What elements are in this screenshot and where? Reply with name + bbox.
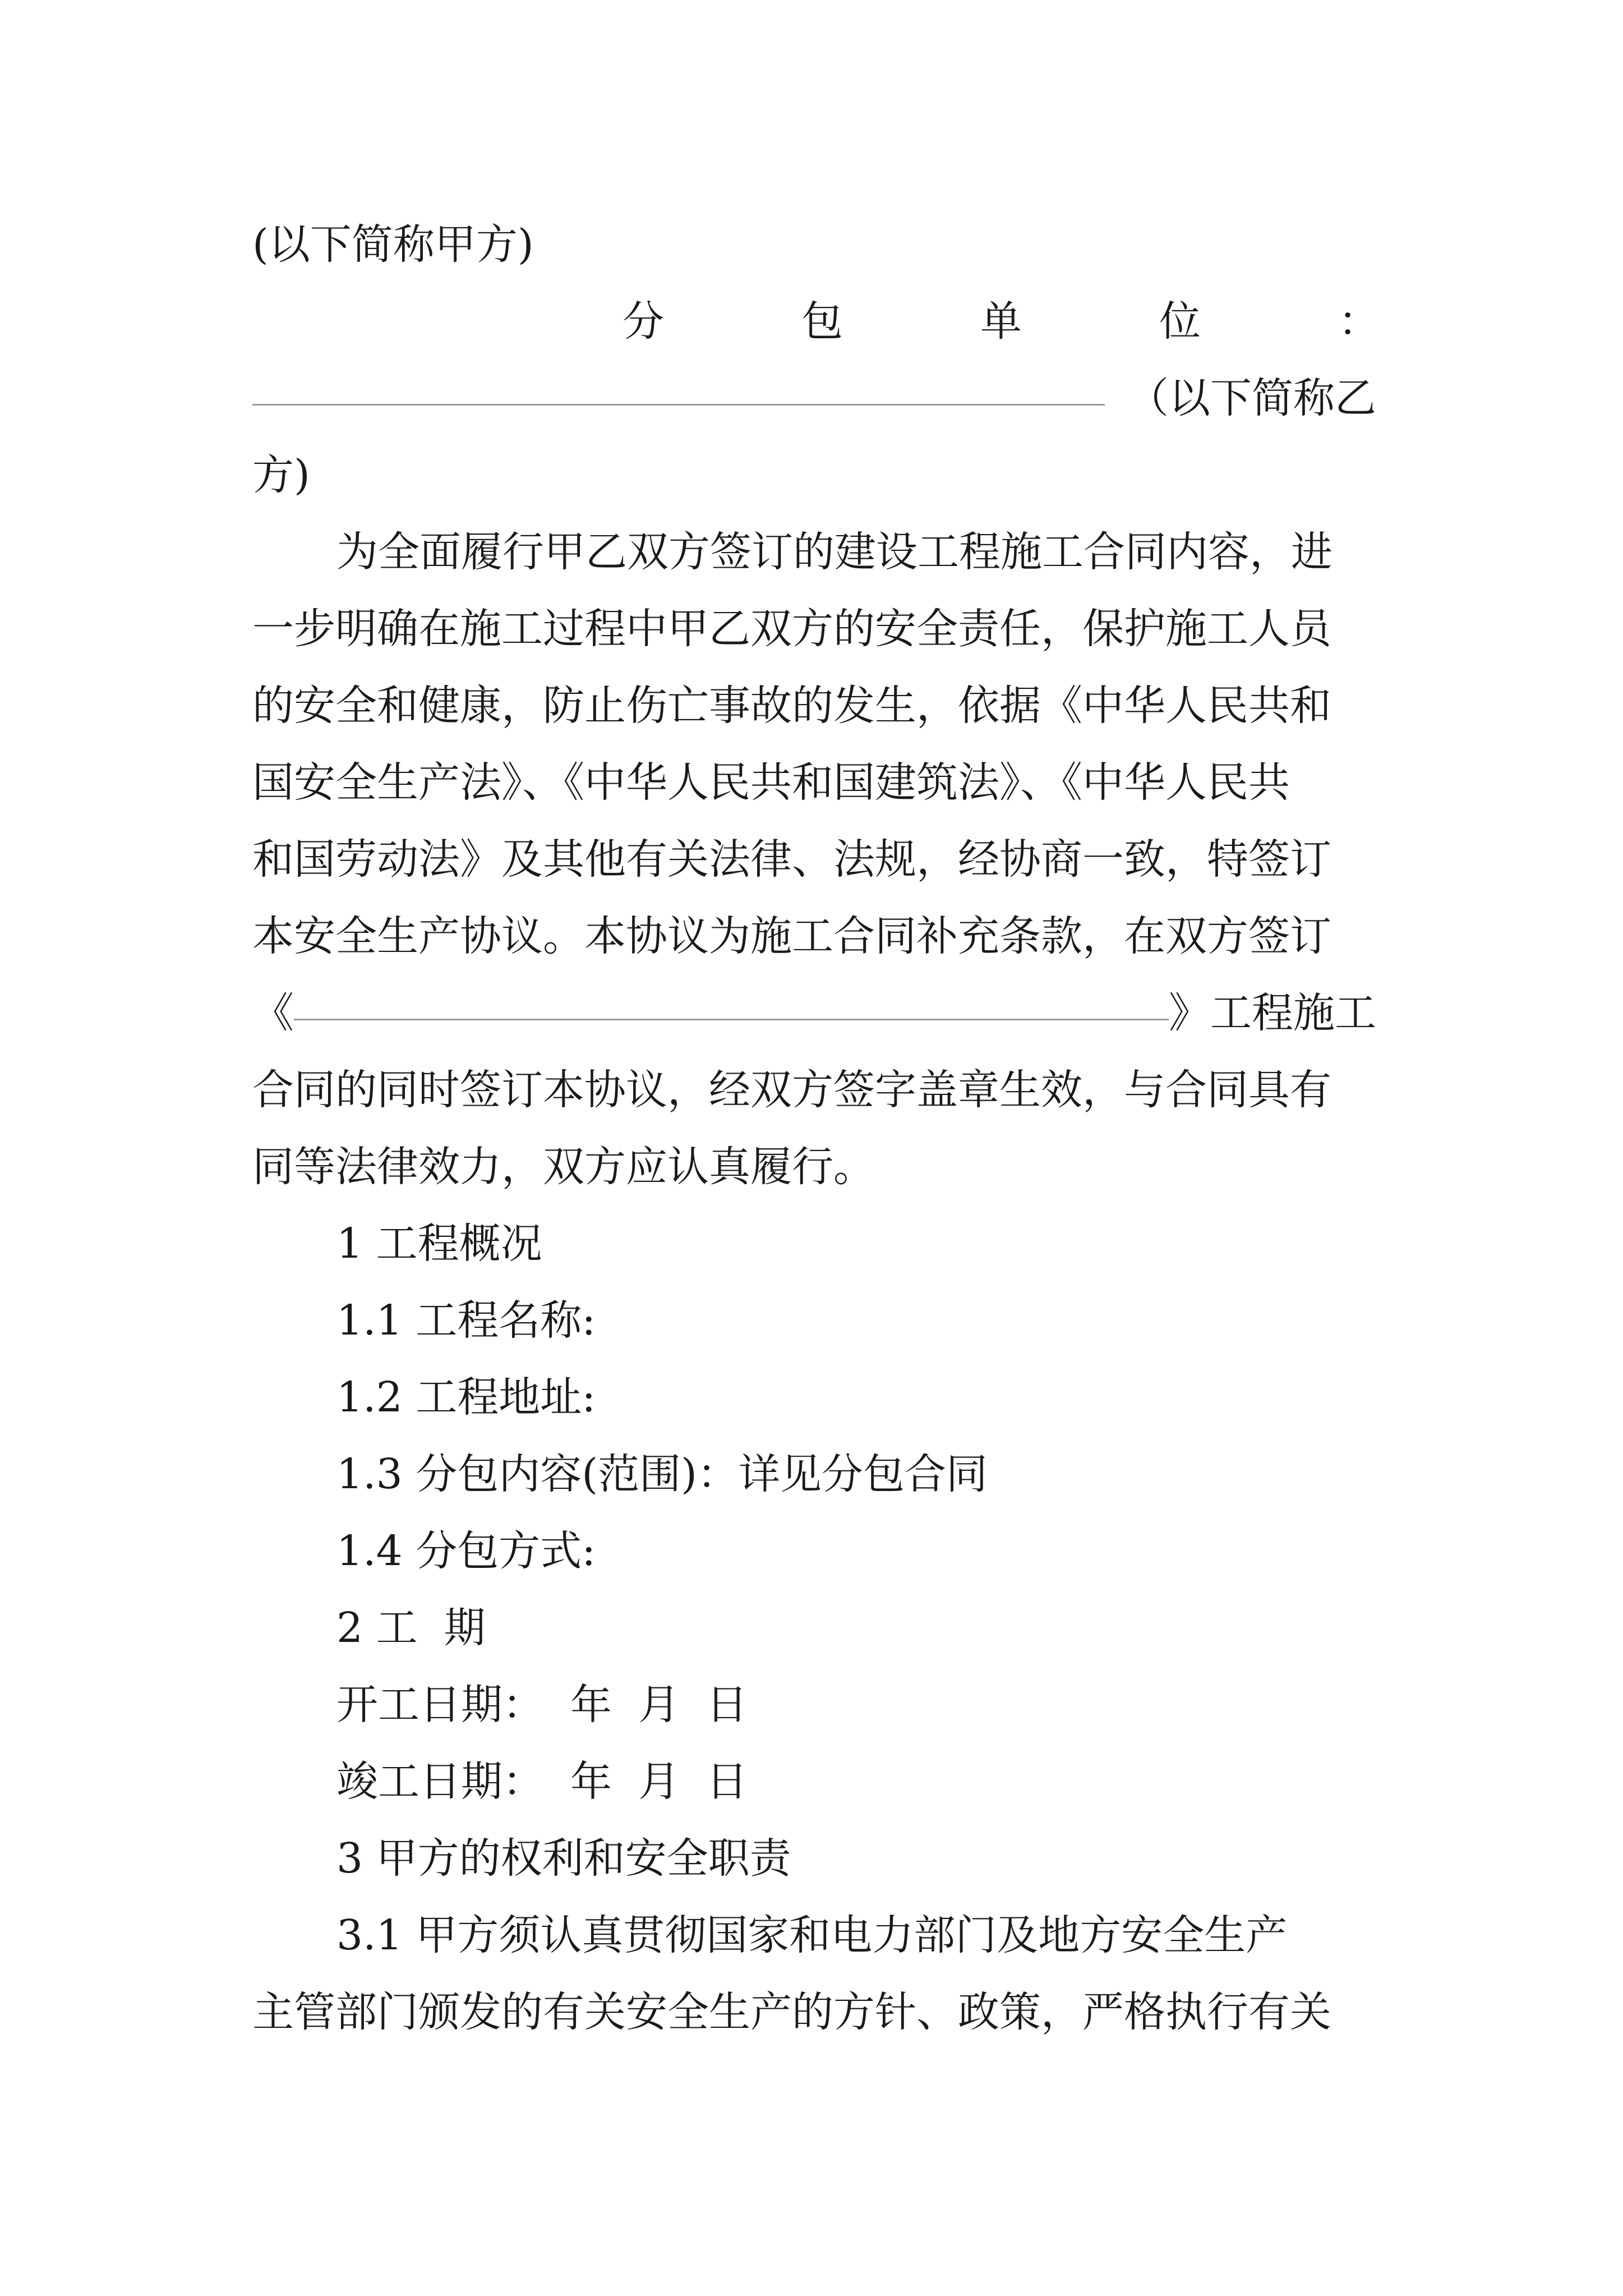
section-heading xyxy=(336,1204,1385,1283)
clause-text: 主管部门颁发的有关安全生产的方针、政策，严格执行有关 xyxy=(252,1988,1331,2036)
party-a-suffix xyxy=(252,205,1385,284)
section-item xyxy=(336,1512,1385,1590)
intro-text: 的安全和健康，防止伤亡事故的发生，依据《中华人民共和 xyxy=(252,682,1331,730)
book-title-open-mark: 《 xyxy=(252,989,294,1037)
clause-text: 3.1 甲方须认真贯彻国家和电力部门及地方安全生产 xyxy=(336,1911,1288,1959)
project-address-label: 1.2 工程地址: xyxy=(336,1373,596,1421)
intro-line xyxy=(252,1128,1385,1206)
intro-line xyxy=(252,666,1385,745)
intro-text: 合同的同时签订本协议，经双方签字盖章生效，与合同具有 xyxy=(252,1066,1331,1114)
clause-line xyxy=(252,1973,1385,2051)
contract-name-blank[interactable] xyxy=(294,974,1169,1020)
subcontractor-label-char: ： xyxy=(1338,297,1380,346)
project-name-label: 1.1 工程名称: xyxy=(336,1296,596,1345)
section-heading-text: 2 工 期 xyxy=(336,1604,486,1652)
section-heading xyxy=(336,1819,1385,1898)
party-b-row xyxy=(252,359,1385,438)
section-item xyxy=(336,1742,1385,1821)
intro-line xyxy=(252,820,1385,899)
intro-line xyxy=(252,1051,1385,1129)
intro-text: 本安全生产协议。本协议为施工合同补充条款，在双方签订 xyxy=(252,912,1331,960)
intro-text: 为全面履行甲乙双方签订的建设工程施工合同内容，进 xyxy=(336,528,1332,576)
intro-text: 国安全生产法》、《中华人民共和国建筑法》、《中华人民共 xyxy=(252,758,1290,807)
clause-line xyxy=(336,1896,1385,1975)
section-heading-text: 1 工程概况 xyxy=(336,1220,542,1268)
section-item xyxy=(336,1281,1385,1360)
subcontractor-label-char: 包 xyxy=(801,297,843,346)
party-b-suffix-cont xyxy=(252,436,1385,514)
section-heading xyxy=(336,1589,1385,1667)
intro-text: 一步明确在施工过程中甲乙双方的安全责任，保护施工人员 xyxy=(252,605,1331,653)
intro-text: 同等法律效力，双方应认真履行。 xyxy=(252,1143,875,1191)
intro-text: 和国劳动法》及其他有关法律、法规，经协商一致，特签订 xyxy=(252,835,1331,884)
party-a-suffix-text: (以下简称甲方) xyxy=(252,220,534,269)
section-item xyxy=(336,1435,1385,1513)
completion-date-label: 竣工日期： 年 月 日 xyxy=(336,1757,748,1806)
subcontractor-label-char: 分 xyxy=(623,297,664,346)
section-heading-text: 3 甲方的权利和安全职责 xyxy=(336,1834,791,1883)
section-item xyxy=(336,1665,1385,1744)
subcontractor-label-char: 位 xyxy=(1159,297,1201,346)
subcontractor-label xyxy=(623,282,1380,361)
subcontractor-label-char: 单 xyxy=(980,297,1022,346)
subcontractor-name-blank[interactable] xyxy=(252,359,1105,406)
intro-line xyxy=(336,513,1385,591)
party-b-suffix-cont-text: 方) xyxy=(252,451,310,499)
intro-line xyxy=(252,590,1385,668)
intro-line xyxy=(252,743,1385,822)
subcontract-method-label: 1.4 分包方式: xyxy=(336,1527,596,1575)
section-item xyxy=(336,1358,1385,1437)
party-b-suffix: （以下简称乙 xyxy=(1127,374,1376,422)
subcontract-scope-label: 1.3 分包内容(范围)：详见分包合同 xyxy=(336,1450,988,1498)
intro-line xyxy=(252,897,1385,976)
start-date-label: 开工日期： 年 月 日 xyxy=(336,1681,748,1729)
contract-name-row xyxy=(252,974,1385,1052)
contract-name-suffix: 》工程施工 xyxy=(1169,989,1376,1037)
